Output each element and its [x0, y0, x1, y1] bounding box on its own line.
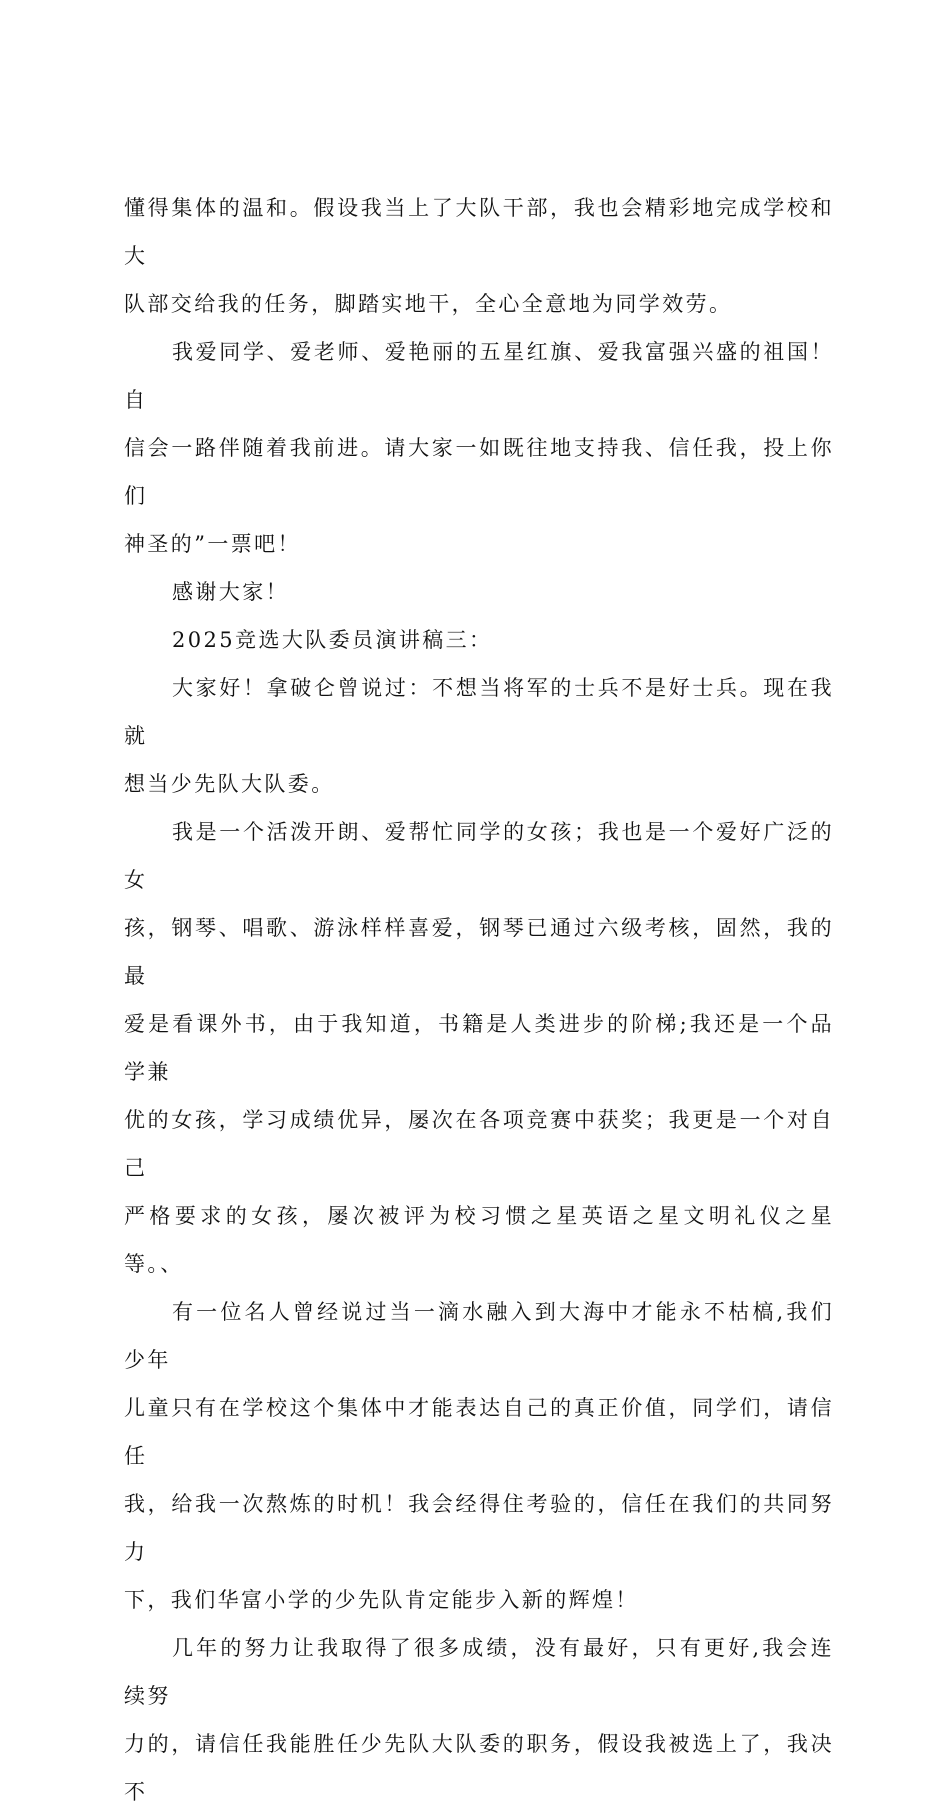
paragraph-7-line-4: 下，我们华富小学的少先队肯定能步入新的辉煌！ [124, 1588, 639, 1612]
document-body [124, 184, 834, 1816]
paragraph-6-line-2: 孩，钢琴、唱歌、游泳样样喜爱，钢琴已通过六级考核，固然，我的最 [124, 916, 834, 988]
paragraph-7-line-2: 儿童只有在学校这个集体中才能表达自己的真正价值，同学们，请信任 [124, 1396, 834, 1468]
paragraph-6-line-5: 严格要求的女孩，屡次被评为校习惯之星英语之星文明礼仪之星等。、 [124, 1204, 834, 1276]
paragraph-6-line-4: 优的女孩，学习成绩优异，屡次在各项竞赛中获奖；我更是一个对自己 [124, 1108, 834, 1180]
paragraph-6-line-1: 我是一个活泼开朗、爱帮忙同学的女孩；我也是一个爱好广泛的女 [124, 820, 834, 892]
paragraph-7-line-1: 有一位名人曾经说过当一滴水融入到大海中才能永不枯槁,我们少年 [124, 1300, 834, 1372]
paragraph-3-line-1: 感谢大家！ [172, 580, 289, 604]
paragraph-8-line-2: 力的，请信任我能胜任少先队大队委的职务，假设我被选上了，我决不 [124, 1732, 834, 1804]
paragraph-2-line-1: 我爱同学、爱老师、爱艳丽的五星红旗、爱我富强兴盛的祖国！自 [124, 340, 834, 412]
paragraph-5-line-2: 想当少先队大队委。 [124, 772, 335, 796]
paragraph-5-line-1: 大家好！拿破仑曾说过：不想当将军的士兵不是好士兵。现在我就 [124, 676, 834, 748]
paragraph-1-line-2: 队部交给我的任务，脚踏实地干，全心全意地为同学效劳。 [124, 292, 733, 316]
paragraph-1-line-1: 懂得集体的温和。假设我当上了大队干部，我也会精彩地完成学校和大 [124, 196, 834, 268]
paragraph-2-line-2: 信会一路伴随着我前进。请大家一如既往地支持我、信任我，投上你们 [124, 436, 834, 508]
paragraph-6-line-3: 爱是看课外书，由于我知道，书籍是人类进步的阶梯;我还是一个品学兼 [124, 1012, 834, 1084]
paragraph-2-line-3: 神圣的”一票吧！ [124, 532, 301, 556]
paragraph-4-line-1: 2025竞选大队委员演讲稿三： [172, 628, 493, 652]
paragraph-7-line-3: 我，给我一次熬炼的时机！我会经得住考验的，信任在我们的共同努力 [124, 1492, 834, 1564]
paragraph-8-line-1: 几年的努力让我取得了很多成绩，没有最好，只有更好,我会连续努 [124, 1636, 834, 1708]
